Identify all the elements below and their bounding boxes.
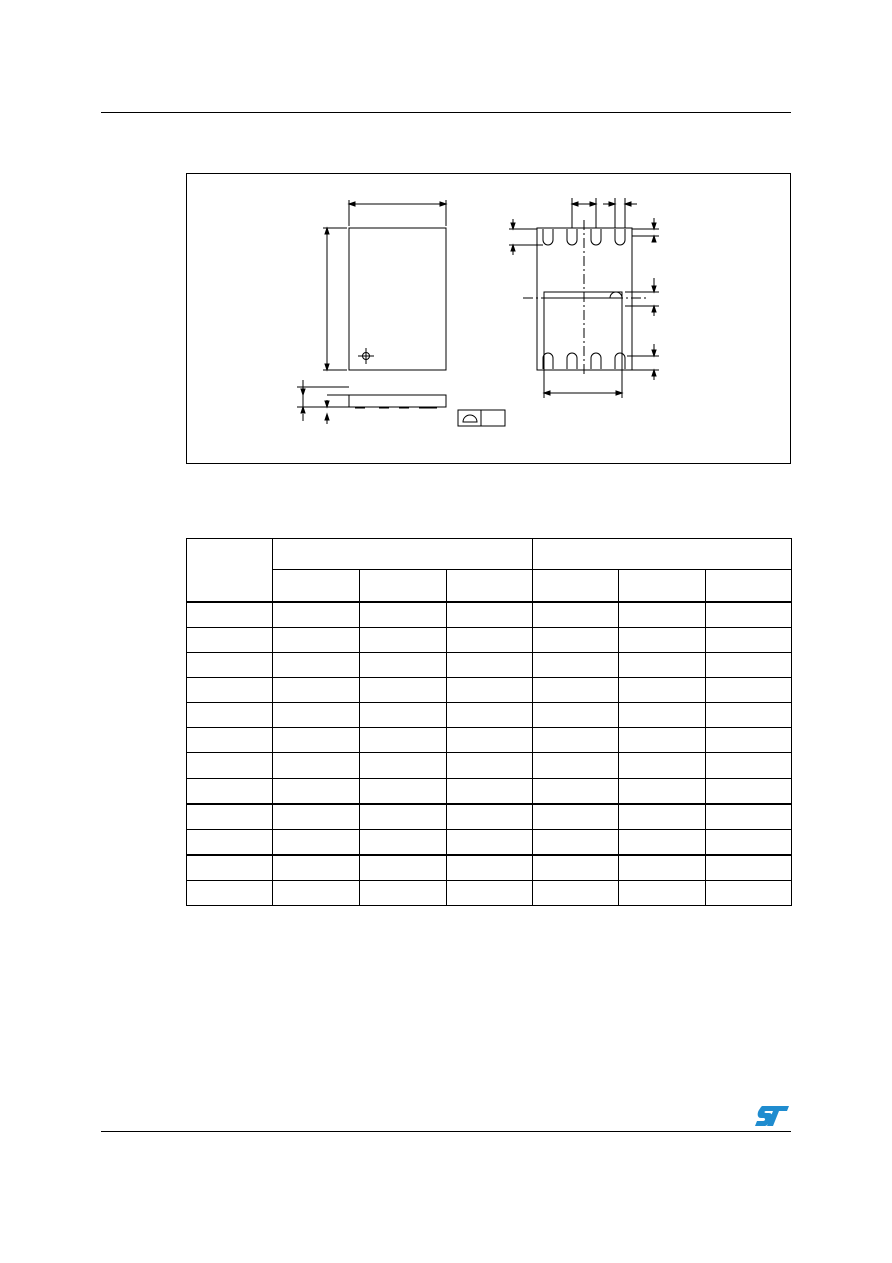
table-cell xyxy=(187,779,273,804)
table-cell xyxy=(360,881,447,906)
table-cell xyxy=(273,804,360,830)
table-cell xyxy=(706,779,792,804)
table-cell xyxy=(619,804,706,830)
table-cell xyxy=(187,881,273,906)
table-cell xyxy=(533,653,619,678)
arrow xyxy=(609,202,615,206)
lead-top-1 xyxy=(543,229,553,245)
arrow xyxy=(325,401,329,407)
table-cell xyxy=(273,703,360,728)
table-cell xyxy=(706,855,792,881)
table-cell xyxy=(187,703,273,728)
table-cell xyxy=(533,881,619,906)
table-cell xyxy=(447,855,533,881)
table-cell xyxy=(187,653,273,678)
lead-bottom-4 xyxy=(615,353,625,369)
arrow xyxy=(652,236,656,242)
arrow xyxy=(616,391,622,395)
arrow xyxy=(652,223,656,229)
table-cell xyxy=(187,855,273,881)
arrow xyxy=(349,202,355,206)
table-row xyxy=(187,881,792,906)
table-row xyxy=(187,653,792,678)
table-cell xyxy=(360,855,447,881)
st-logo xyxy=(754,1104,790,1128)
table-cell xyxy=(187,602,273,628)
table-cell xyxy=(533,753,619,779)
table-cell xyxy=(187,753,273,779)
subheader-cell xyxy=(447,570,533,602)
table-cell xyxy=(706,728,792,753)
flatness-symbol xyxy=(463,415,477,422)
table-cell xyxy=(706,628,792,653)
subheader-cell xyxy=(619,570,706,602)
header-group-cell xyxy=(273,539,533,570)
table-row xyxy=(187,804,792,830)
arrow xyxy=(625,202,631,206)
table-cell xyxy=(447,753,533,779)
table-cell xyxy=(360,830,447,855)
table-cell xyxy=(360,703,447,728)
st-logo-mark xyxy=(755,1106,789,1126)
table-cell xyxy=(619,678,706,703)
table-row xyxy=(187,602,792,628)
arrow xyxy=(511,245,515,251)
subheader-cell xyxy=(533,570,619,602)
table-cell xyxy=(187,830,273,855)
table-cell xyxy=(447,779,533,804)
table-cell xyxy=(360,628,447,653)
table-cell xyxy=(619,628,706,653)
table-cell xyxy=(619,779,706,804)
table-cell xyxy=(273,628,360,653)
table-cell xyxy=(619,830,706,855)
exposed-pad xyxy=(544,292,622,370)
lead-top-2 xyxy=(567,229,577,245)
table-cell xyxy=(533,628,619,653)
table-cell xyxy=(706,830,792,855)
table-cell xyxy=(360,653,447,678)
table-cell xyxy=(273,653,360,678)
subheader-cell xyxy=(706,570,792,602)
arrow xyxy=(652,306,656,312)
table-cell xyxy=(447,703,533,728)
arrow xyxy=(652,370,656,376)
table-cell xyxy=(447,628,533,653)
header-group-cell xyxy=(533,539,792,570)
table-cell xyxy=(619,653,706,678)
arrow xyxy=(325,228,329,234)
arrow xyxy=(652,350,656,356)
table-cell xyxy=(619,753,706,779)
table-cell xyxy=(273,602,360,628)
table-cell xyxy=(360,779,447,804)
table-cell xyxy=(619,728,706,753)
top-view-body xyxy=(349,228,446,370)
arrow xyxy=(511,223,515,229)
package-drawing-frame xyxy=(186,173,791,464)
table-cell xyxy=(360,602,447,628)
table-cell xyxy=(273,728,360,753)
pad-notch xyxy=(610,292,622,298)
table-cell xyxy=(360,753,447,779)
table-cell xyxy=(533,728,619,753)
table-cell xyxy=(533,678,619,703)
table-cell xyxy=(706,678,792,703)
table-cell xyxy=(619,855,706,881)
arrow xyxy=(325,364,329,370)
table-cell xyxy=(273,678,360,703)
table-cell xyxy=(447,830,533,855)
arrow xyxy=(301,389,305,395)
table-subheader-row xyxy=(187,570,792,602)
arrow xyxy=(301,407,305,413)
table-cell xyxy=(706,653,792,678)
arrow xyxy=(544,391,550,395)
table-row xyxy=(187,855,792,881)
table-cell xyxy=(187,804,273,830)
table-cell xyxy=(447,881,533,906)
table-cell xyxy=(706,881,792,906)
subheader-cell xyxy=(360,570,447,602)
table-cell xyxy=(273,753,360,779)
table-cell xyxy=(706,804,792,830)
arrow xyxy=(440,202,446,206)
table-cell xyxy=(360,728,447,753)
table-cell xyxy=(187,628,273,653)
table-cell xyxy=(619,881,706,906)
table-cell xyxy=(273,779,360,804)
table-row xyxy=(187,779,792,804)
lead-bottom-3 xyxy=(591,353,601,369)
table-cell xyxy=(706,602,792,628)
table-cell xyxy=(447,653,533,678)
table-cell xyxy=(273,830,360,855)
table-cell xyxy=(447,678,533,703)
package-outline-drawing xyxy=(187,174,790,463)
table-row xyxy=(187,678,792,703)
table-body xyxy=(187,602,792,906)
table-cell xyxy=(447,728,533,753)
table-cell xyxy=(619,602,706,628)
arrow xyxy=(590,202,596,206)
table-cell xyxy=(447,602,533,628)
table-cell xyxy=(619,703,706,728)
table-header-row xyxy=(187,539,792,570)
dimensions-table xyxy=(186,538,792,906)
table-cell xyxy=(360,804,447,830)
table-cell xyxy=(273,881,360,906)
table-row xyxy=(187,728,792,753)
bottom-rule xyxy=(101,1131,791,1132)
arrow xyxy=(572,202,578,206)
table-cell xyxy=(533,830,619,855)
table-cell xyxy=(360,678,447,703)
table-cell xyxy=(273,855,360,881)
table-cell xyxy=(187,728,273,753)
table-row xyxy=(187,628,792,653)
table-cell xyxy=(706,703,792,728)
header-dimension-cell xyxy=(187,539,273,602)
table-cell xyxy=(533,703,619,728)
table-cell xyxy=(533,804,619,830)
top-rule xyxy=(101,112,791,113)
lead-top-4 xyxy=(615,229,625,245)
table-row xyxy=(187,753,792,779)
lead-bottom-2 xyxy=(567,353,577,369)
table-cell xyxy=(533,602,619,628)
table-cell xyxy=(706,753,792,779)
table-row xyxy=(187,703,792,728)
lead-top-3 xyxy=(591,229,601,245)
arrow xyxy=(325,414,329,420)
subheader-cell xyxy=(273,570,360,602)
table-cell xyxy=(447,804,533,830)
table-cell xyxy=(187,678,273,703)
table-row xyxy=(187,830,792,855)
table-cell xyxy=(533,779,619,804)
arrow xyxy=(652,286,656,292)
side-view-body xyxy=(349,395,446,407)
table-cell xyxy=(533,855,619,881)
